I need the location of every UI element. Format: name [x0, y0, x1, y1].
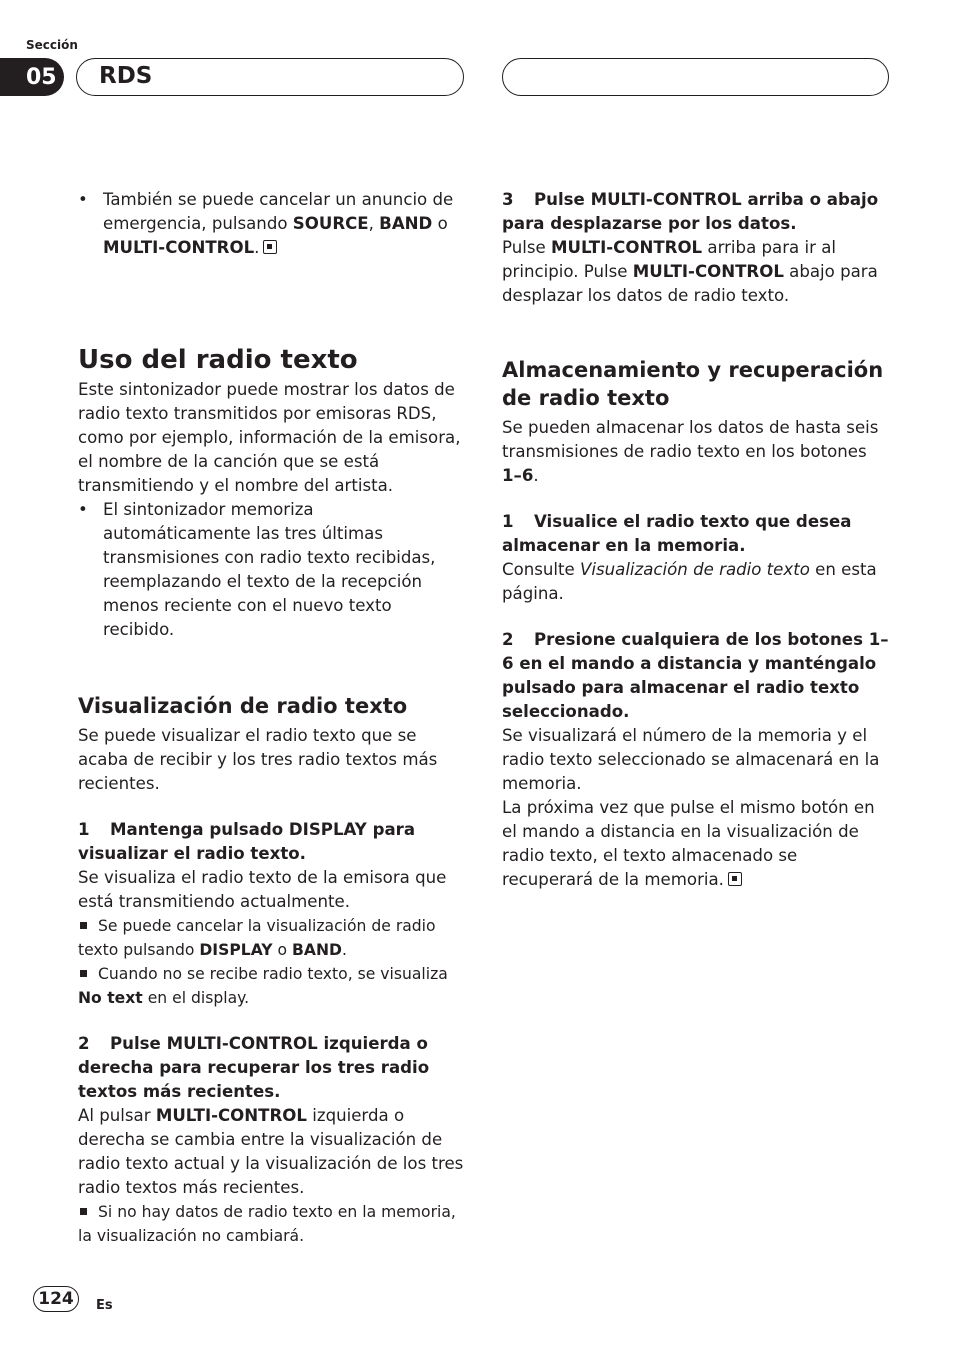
note-1: Se puede cancelar la visualización de radio texto pulsando DISPLAY o BAND.: [78, 917, 436, 959]
step-3: 3 Pulse MULTI-CONTROL arriba o abajo para desplazarse por los datos.: [502, 190, 879, 233]
section-heading: Uso del radio texto: [78, 345, 358, 375]
right-column: [502, 188, 890, 892]
storage-paragraph: Se pueden almacenar los datos de hasta seis transmisiones de radio texto en los botones 1–6.: [502, 418, 879, 485]
subsection-paragraph: Se puede visualizar el radio texto que se acaba de recibir y los tres radio textos más recientes.: [78, 726, 438, 793]
step-2: 2 Pulse MULTI-CONTROL izquierda o derecha para recuperar los tres radio textos más recientes.: [78, 1034, 430, 1101]
section-label: Sección: [26, 38, 78, 52]
step-2-body: Al pulsar MULTI-CONTROL izquierda o derecha se cambia entre la visualización de radio texto actual y la visualización de los tres radio textos más recientes.: [78, 1106, 464, 1197]
left-column: [78, 188, 466, 1248]
chapter-header-box-right: [502, 58, 889, 96]
subsection-heading: Visualización de radio texto: [78, 694, 408, 718]
intro-paragraph: Este sintonizador puede mostrar los datos de radio texto transmitidos por emisoras RDS, como por ejemplo, información de la emisora, el nombre de la canción que se está transmitiendo y el nombre del artista.: [78, 380, 461, 495]
page-number: 124: [33, 1286, 79, 1312]
storage-step-2: 2 Presione cualquiera de los botones 1–6 en el mando a distancia y manténgalo pulsado para almacenar el radio texto seleccionado.: [502, 630, 889, 721]
step-1: 1 Mantenga pulsado DISPLAY para visualizar el radio texto.: [78, 820, 416, 863]
end-mark-icon: [263, 240, 277, 254]
chapter-title: RDS: [99, 63, 153, 89]
chapter-header-box: [76, 58, 464, 96]
intro-bullet: • También se puede cancelar un anuncio de emergencia, pulsando SOURCE, BAND o MULTI-CONTROL.: [78, 188, 466, 260]
note-3: Si no hay datos de radio texto en la memoria, la visualización no cambiará.: [78, 1203, 456, 1245]
note-2: Cuando no se recibe radio texto, se visualiza No text en el display.: [78, 965, 448, 1007]
section-number: 05: [0, 58, 64, 96]
language-code: Es: [96, 1298, 113, 1313]
step-3-body: Pulse MULTI-CONTROL arriba para ir al principio. Pulse MULTI-CONTROL abajo para desplazar los datos de radio texto.: [502, 238, 878, 305]
step-1-body: Se visualiza el radio texto de la emisora que está transmitiendo actualmente.: [78, 868, 447, 911]
storage-step-1-body: Consulte Visualización de radio texto en esta página.: [502, 560, 877, 603]
note-square-icon: [80, 922, 87, 929]
memory-bullet: • El sintonizador memoriza automáticamente las tres últimas transmisiones con radio texto recibidas, reemplazando el texto de la recepción menos reciente con el nuevo texto recibido.: [78, 498, 466, 642]
note-square-icon: [80, 970, 87, 977]
note-square-icon: [80, 1208, 87, 1215]
storage-step-1: 1 Visualice el radio texto que desea almacenar en la memoria.: [502, 512, 852, 555]
storage-step-2-body-1: Se visualizará el número de la memoria y el radio texto seleccionado se almacenará en la memoria.: [502, 726, 880, 793]
end-mark-icon: [728, 872, 742, 886]
subsection-heading: Almacenamiento y recuperación de radio texto: [502, 358, 884, 410]
storage-step-2-body-2: La próxima vez que pulse el mismo botón en el mando a distancia en la visualización de radio texto, el texto almacenado se recuperará de la memoria.: [502, 798, 875, 889]
